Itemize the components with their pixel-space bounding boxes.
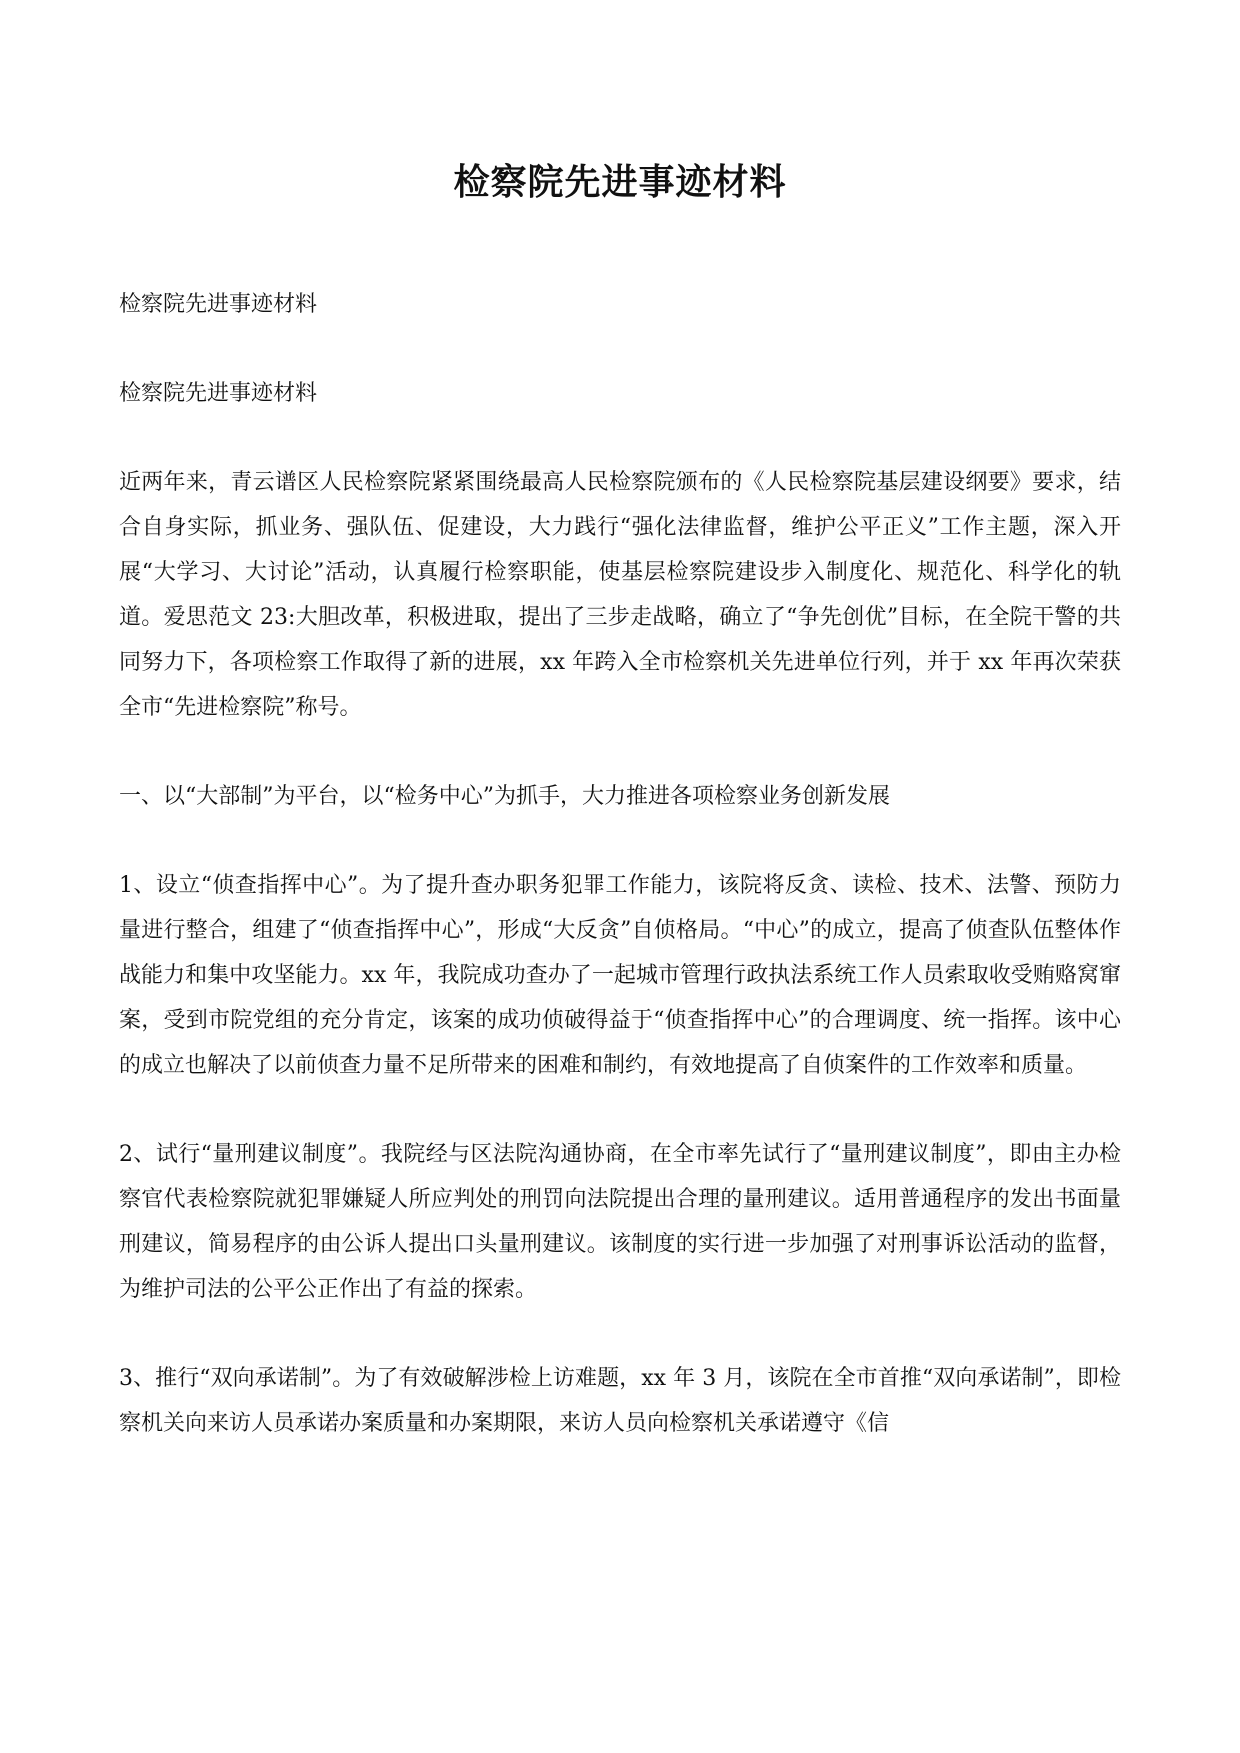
subtitle-line-1: 检察院先进事迹材料 — [119, 292, 318, 317]
intro-paragraph: 近两年来，青云谱区人民检察院紧紧围绕最高人民检察院颁布的《人民检察院基层建设纲要》要求，结合自身实际，抓业务、强队伍、促建设，大力践行“强化法律监督，维护公平正义”工作主题，深入开展“大学习、大讨论”活动，认真履行检察职能，使基层检察院建设步入制度化、规范化、科学化的轨道。爱思范文 23:大胆改革，积极进取，提出了三步走战略，确立了“争先创优”目标，在全院干警的共同努力下，各项检察工作取得了新的进展，xx 年跨入全市检察机关先进单位行列，并于 xx 年再次荣获全市“先进检察院”称号。 — [119, 470, 1121, 720]
subtitle-line-2: 检察院先进事迹材料 — [119, 381, 318, 406]
item-paragraph-2: 2、试行“量刑建议制度”。我院经与区法院沟通协商，在全市率先试行了“量刑建议制度”，即由主办检察官代表检察院就犯罪嫌疑人所应判处的刑罚向法院提出合理的量刑建议。适用普通程序的发出书面量刑建议，简易程序的由公诉人提出口头量刑建议。该制度的实行进一步加强了对刑事诉讼活动的监督，为维护司法的公平公正作出了有益的探索。 — [119, 1142, 1121, 1302]
section-heading-1: 一、以“大部制”为平台，以“检务中心”为抓手，大力推进各项检察业务创新发展 — [119, 784, 890, 809]
document-title: 检察院先进事迹材料 — [453, 161, 787, 203]
item-paragraph-3: 3、推行“双向承诺制”。为了有效破解涉检上访难题，xx 年 3 月，该院在全市首推“双向承诺制”，即检察机关向来访人员承诺办案质量和办案期限，来访人员向检察机关承诺遵守《信 — [119, 1366, 1121, 1436]
item-paragraph-1: 1、设立“侦查指挥中心”。为了提升查办职务犯罪工作能力，该院将反贪、读检、技术、法警、预防力量进行整合，组建了“侦查指挥中心”，形成“大反贪”自侦格局。“中心”的成立，提高了侦查队伍整体作战能力和集中攻坚能力。xx 年，我院成功查办了一起城市管理行政执法系统工作人员索取收受贿赂窝窜案，受到市院党组的充分肯定，该案的成功侦破得益于“侦查指挥中心”的合理调度、统一指挥。该中心的成立也解决了以前侦查力量不足所带来的困难和制约，有效地提高了自侦案件的工作效率和质量。 — [119, 873, 1121, 1078]
document-body — [119, 282, 1121, 1446]
